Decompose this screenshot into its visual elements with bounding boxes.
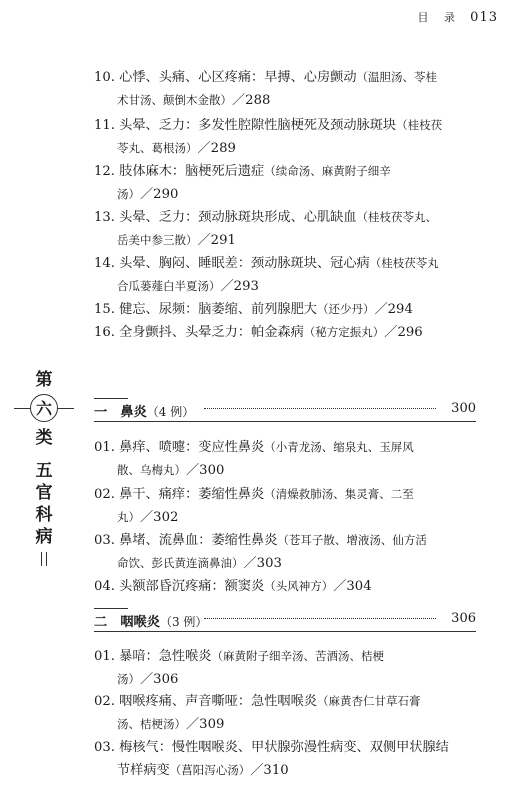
- page-header: [418, 9, 498, 25]
- entry-page: ／302: [140, 510, 179, 525]
- entry-paren: （桂枝茯苓丸: [369, 256, 439, 270]
- toc-entry[interactable]: [94, 575, 487, 598]
- entry-page: ／289: [197, 141, 236, 156]
- section-heading[interactable]: [94, 398, 476, 422]
- entry-paren: （桂枝茯: [396, 118, 443, 132]
- leader-dots: [204, 618, 436, 619]
- entry-paren: （清燥救肺汤、集灵膏、二至: [264, 487, 414, 501]
- entry-page: ／300: [186, 463, 225, 478]
- sidebar-char: 官: [35, 483, 53, 503]
- sidebar-number: 六: [30, 394, 58, 422]
- entry-paren: （小青龙汤、缩泉丸、玉屏风: [264, 440, 414, 454]
- sidebar-char: 五: [35, 461, 53, 481]
- toc-entry[interactable]: [94, 298, 487, 321]
- toc-entry[interactable]: [94, 321, 487, 344]
- toc-entry[interactable]: [94, 160, 487, 206]
- entry-paren: 术甘汤、颠倒木金散）: [117, 93, 232, 107]
- entry-paren: 汤）: [117, 672, 140, 686]
- section-title-text: 一 鼻炎: [94, 405, 147, 420]
- entry-paren: 丸）: [117, 510, 140, 524]
- toc-entry[interactable]: [94, 206, 487, 252]
- entry-page: ／310: [250, 763, 289, 778]
- entry-text: 03. 梅核气：慢性咽喉炎、甲状腺弥漫性病变、双侧甲状腺结: [94, 740, 449, 755]
- entry-paren: （还少丹）: [316, 302, 375, 316]
- entry-text: 04. 头额部昏沉疼痛：额窦炎: [94, 579, 265, 594]
- toc-entry[interactable]: [94, 66, 487, 112]
- sidebar-char: 病: [35, 527, 53, 547]
- entry-text: 01. 鼻痒、喷嚏：变应性鼻炎: [94, 440, 265, 455]
- entry-paren: 岳美中参三散）: [117, 233, 198, 247]
- entry-paren: （桂枝茯苓丸、: [356, 210, 438, 224]
- category-sidebar: [14, 370, 74, 566]
- header-page-number: 013: [470, 10, 498, 25]
- entry-paren: 合瓜蒌薤白半夏汤）: [117, 279, 221, 293]
- section-page: 306: [447, 611, 476, 626]
- entry-page: ／288: [232, 93, 271, 108]
- entry-text: 02. 鼻干、痛痒：萎缩性鼻炎: [94, 487, 265, 502]
- toc-entry[interactable]: [94, 114, 487, 160]
- section-title: [94, 611, 213, 630]
- section-title-text: 二 咽喉炎: [94, 615, 160, 630]
- section-rule: [94, 631, 476, 632]
- toc-entry[interactable]: [94, 690, 487, 736]
- entry-paren: （苍耳子散、增液汤、仙方活: [277, 533, 427, 547]
- entry-text: 01. 暴喑：急性喉炎: [94, 649, 212, 664]
- entry-page: ／304: [333, 579, 372, 594]
- entry-page: ／306: [140, 672, 179, 687]
- entry-paren: （头风神方）: [264, 579, 334, 593]
- entry-paren: 散、乌梅丸）: [117, 463, 186, 477]
- entry-page: ／296: [384, 325, 423, 340]
- section-page: 300: [447, 401, 476, 416]
- entry-paren: 汤、桔梗汤）: [117, 717, 186, 731]
- header-label: 目 录: [417, 11, 462, 24]
- entry-text: 14. 头晕、胸闷、睡眠差：颈动脉斑块、冠心病: [94, 256, 370, 271]
- section-rule: [94, 421, 476, 422]
- section-count: （3 例）: [159, 615, 208, 629]
- entry-paren: （温胆汤、苓桂: [356, 70, 438, 84]
- entry-text: 节样病变: [117, 763, 170, 778]
- entry-text: 03. 鼻堵、流鼻血：萎缩性鼻炎: [94, 533, 278, 548]
- entry-text: 16. 全身颤抖、头晕乏力：帕金森病: [94, 325, 304, 340]
- sidebar-bottom-char: 类: [35, 428, 53, 448]
- entry-paren: 苓丸、葛根汤）: [117, 141, 198, 155]
- entry-paren: 命饮、彭氏黄连滴鼻油）: [117, 556, 244, 570]
- entry-paren: 汤）: [117, 187, 140, 201]
- entry-text: 11. 头晕、乏力：多发性腔隙性脑梗死及颈动脉斑块: [94, 118, 397, 133]
- entry-page: ／290: [140, 187, 179, 202]
- entry-paren: （菖阳泻心汤）: [169, 763, 251, 777]
- leader-dots: [204, 408, 436, 409]
- entry-page: ／293: [220, 279, 259, 294]
- sidebar-number-badge: [14, 392, 74, 426]
- toc-entry[interactable]: [94, 645, 487, 691]
- section-heading[interactable]: [94, 608, 476, 632]
- toc-entry[interactable]: [94, 483, 487, 529]
- sidebar-top-char: 第: [35, 370, 53, 390]
- entry-page: ／294: [374, 302, 413, 317]
- entry-paren: （续命汤、麻黄附子细辛: [264, 164, 391, 178]
- section-title: [94, 401, 200, 420]
- entry-text: 15. 健忘、尿频：脑萎缩、前列腺肥大: [94, 302, 317, 317]
- entry-page: ／309: [186, 717, 225, 732]
- entry-page: ／291: [197, 233, 236, 248]
- entry-text: 10. 心悸、头痛、心区疼痛：早搏、心房颤动: [94, 70, 357, 85]
- sidebar-category-name: [14, 460, 74, 548]
- toc-entry[interactable]: [94, 736, 487, 782]
- toc-entry[interactable]: [94, 436, 487, 482]
- sidebar-char: 科: [35, 505, 53, 525]
- entry-page: ／303: [243, 556, 282, 571]
- entry-text: 02. 咽喉疼痛、声音嘶哑：急性咽喉炎: [94, 694, 317, 709]
- sidebar-rule: [41, 552, 47, 566]
- toc-entry[interactable]: [94, 252, 487, 298]
- entry-text: 13. 头晕、乏力：颈动脉斑块形成、心肌缺血: [94, 210, 357, 225]
- entry-paren: （麻黄附子细辛汤、苦酒汤、桔梗: [211, 649, 384, 663]
- section-count: （4 例）: [146, 405, 195, 419]
- entry-text: 12. 肢体麻木：脑梗死后遗症: [94, 164, 265, 179]
- toc-entry[interactable]: [94, 529, 487, 575]
- entry-paren: （秘方定振丸）: [303, 325, 385, 339]
- entry-paren: （麻黄杏仁甘草石膏: [316, 694, 421, 708]
